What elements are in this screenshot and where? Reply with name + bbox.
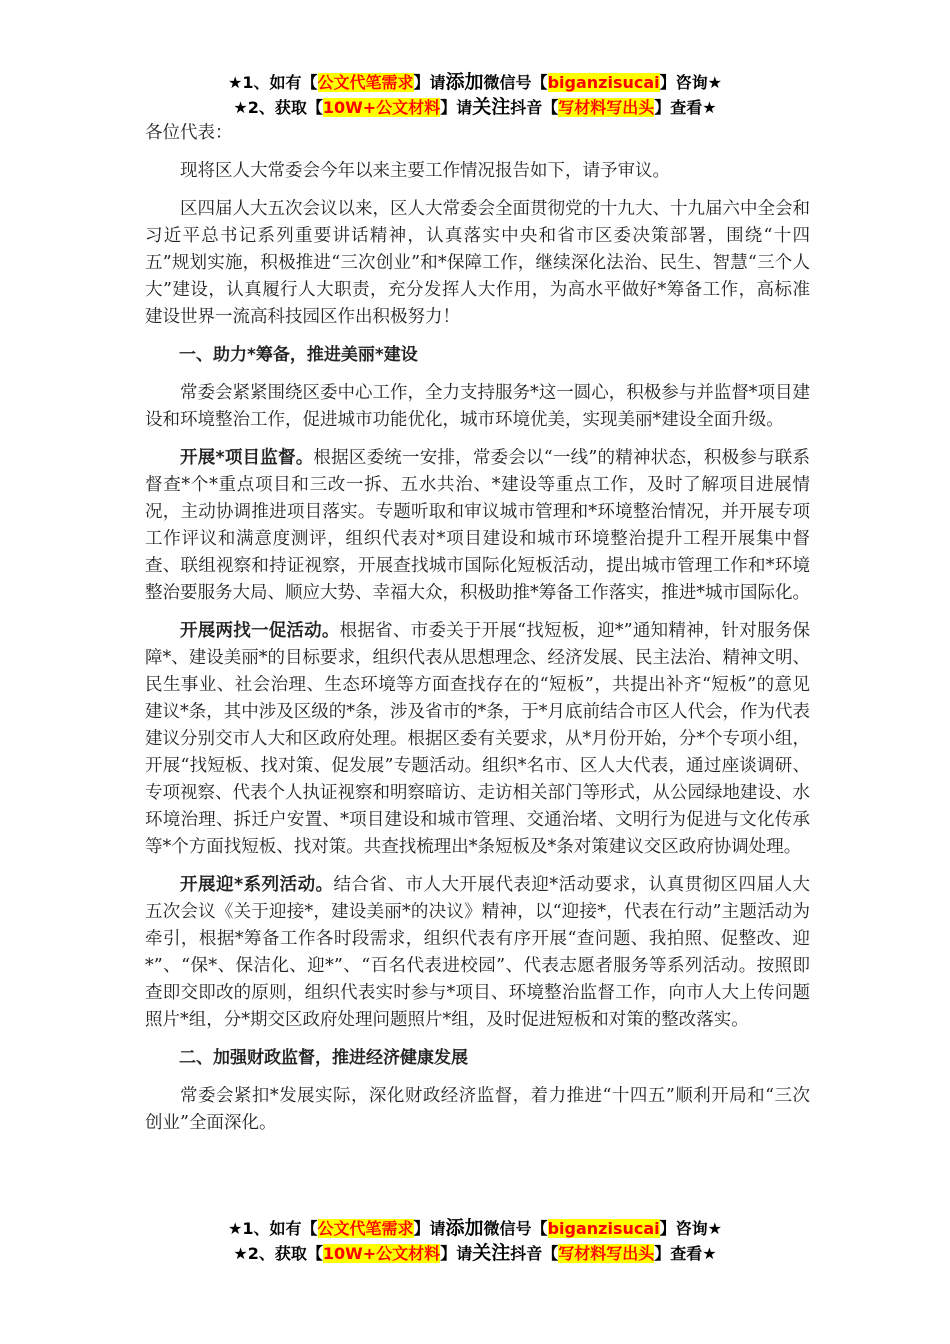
banner-text: ★2、获取【 <box>233 1244 323 1263</box>
document-body <box>145 120 810 1148</box>
header-banner <box>0 70 950 120</box>
banner-highlight: biganzisucai <box>547 73 660 92</box>
paragraph-section2-summary: 常委会紧扣*发展实际，深化财政经济监督，着力推进“十四五”顺利开局和“三次创业”全面深化。 <box>145 1086 810 1133</box>
paragraph-two-find-one-promote <box>145 618 810 861</box>
section-heading-1: 一、助力*筹备，推进美丽*建设 <box>179 345 418 365</box>
banner-text: 微信号【 <box>483 73 548 92</box>
paragraph-lead: 开展迎*系列活动。 <box>180 875 334 895</box>
banner-highlight: 公文代笔需求 <box>317 1219 414 1238</box>
banner-emphasis: 添加 <box>445 1217 484 1239</box>
banner-line-2 <box>0 95 950 120</box>
banner-text: 微信号【 <box>483 1219 548 1238</box>
banner-text: ★1、如有【 <box>228 1219 318 1238</box>
banner-highlight: 写材料写出头 <box>558 98 655 117</box>
salutation: 各位代表： <box>145 123 233 143</box>
paragraph-project-supervision <box>145 445 810 607</box>
paragraph-text: 结合省、市人大开展代表迎*活动要求，认真贯彻区四届人大五次会议《关于迎接*，建设美丽*的决议》精神，以“迎接*，代表在行动”主题活动为牵引，根据*筹备工作各时段需求，组织代表有序开展“查问题、我拍照、促整改、迎*”、“保*、保洁化、迎*”、“百名代表进校园”、代表志愿者服务等系列活动。按照即查即交即改的原则，组织代表实时参与*项目、环境整治监督工作，向市人大上传问题照片*组，分*期交区政府处理问题照片*组，及时促进短板和对策的整改落实。 <box>145 875 810 1030</box>
banner-text: 】请 <box>413 73 446 92</box>
banner-line-2 <box>0 1241 950 1266</box>
banner-text: ★2、获取【 <box>233 98 323 117</box>
paragraph-intro: 现将区人大常委会今年以来主要工作情况报告如下，请予审议。 <box>180 161 670 181</box>
banner-text: 】请 <box>413 1219 446 1238</box>
paragraph-lead: 开展两找一促活动。 <box>180 621 340 641</box>
section-heading-2: 二、加强财政监督，推进经济健康发展 <box>179 1048 468 1068</box>
banner-line-1 <box>0 1216 950 1241</box>
paragraph-section1-summary: 常委会紧紧围绕区委中心工作，全力支持服务*这一圆心，积极参与并监督*项目建设和环境整治工作，促进城市功能优化，城市环境优美，实现美丽*建设全面升级。 <box>145 383 810 430</box>
banner-highlight: 10W+公文材料 <box>322 1244 441 1263</box>
banner-text: 】查看★ <box>654 98 717 117</box>
banner-text: ★1、如有【 <box>228 73 318 92</box>
banner-line-1 <box>0 70 950 95</box>
footer-banner <box>0 1216 950 1266</box>
banner-highlight: 写材料写出头 <box>558 1244 655 1263</box>
paragraph-text: 根据区委统一安排，常委会以“一线”的精神状态，积极参与联系督查*个*重点项目和三改一拆、五水共治、*建设等重点工作，及时了解项目进展情况，主动协调推进项目落实。专题听取和审议城市管理和*环境整治情况，并开展专项工作评议和满意度测评，组织代表对*项目建设和城市环境整治提升工程开展集中督查、联组视察和持证视察，开展查找城市国际化短板活动，提出城市管理工作和*环境整治要服务大局、顺应大势、幸福大众，积极助推*筹备工作落实，推进*城市国际化。 <box>145 448 810 603</box>
banner-highlight: biganzisucai <box>547 1219 660 1238</box>
banner-text: 抖音【 <box>510 98 559 117</box>
banner-emphasis: 关注 <box>472 1242 511 1264</box>
banner-text: 】咨询★ <box>659 1219 722 1238</box>
paragraph-lead: 开展*项目监督。 <box>180 448 314 468</box>
banner-emphasis: 添加 <box>445 71 484 93</box>
banner-text: 】请 <box>440 98 473 117</box>
paragraph-overview: 区四届人大五次会议以来，区人大常委会全面贯彻党的十九大、十九届六中全会和习近平总书记系列重要讲话精神，认真落实中央和省市区委决策部署，围绕“十四五”规划实施，积极推进“三次创业”和*保障工作，继续深化法治、民生、智慧“三个人大”建设，认真履行人大职责，充分发挥人大作用，为高水平做好*筹备工作，高标准建设世界一流高科技园区作出积极努力！ <box>145 199 810 327</box>
banner-emphasis: 关注 <box>472 96 511 118</box>
banner-highlight: 公文代笔需求 <box>317 73 414 92</box>
banner-text: 】咨询★ <box>659 73 722 92</box>
banner-text: 抖音【 <box>510 1244 559 1263</box>
banner-text: 】查看★ <box>654 1244 717 1263</box>
banner-highlight: 10W+公文材料 <box>322 98 441 117</box>
paragraph-text: 根据省、市委关于开展“找短板，迎*”通知精神，针对服务保障*、建设美丽*的目标要求，组织代表从思想理念、经济发展、民主法治、精神文明、民生事业、社会治理、生态环境等方面查找存在的“短板”，共提出补齐“短板”的意见建议*条，其中涉及区级的*条，涉及省市的*条，于*月底前结合市区人代会，作为代表建议分别交市人大和区政府处理。根据区委有关要求，从*月份开始，分*个专项小组， 开展“找短板、找对策、促发展”专题活动。组织*名市、区人大代表，通过座谈调研、专项视察、代表个人执证视察和明察暗访、走访相关部门等形式，从公园绿地建设、水环境治理、拆迁户安置、*项目建设和城市管理、交通治堵、文明行为促进与文化传承等*个方面找短板、找对策。共查找梳理出*条短板及*条对策建议交区政府协调处理。 <box>145 621 810 857</box>
banner-text: 】请 <box>440 1244 473 1263</box>
paragraph-welcome-activities <box>145 872 810 1034</box>
